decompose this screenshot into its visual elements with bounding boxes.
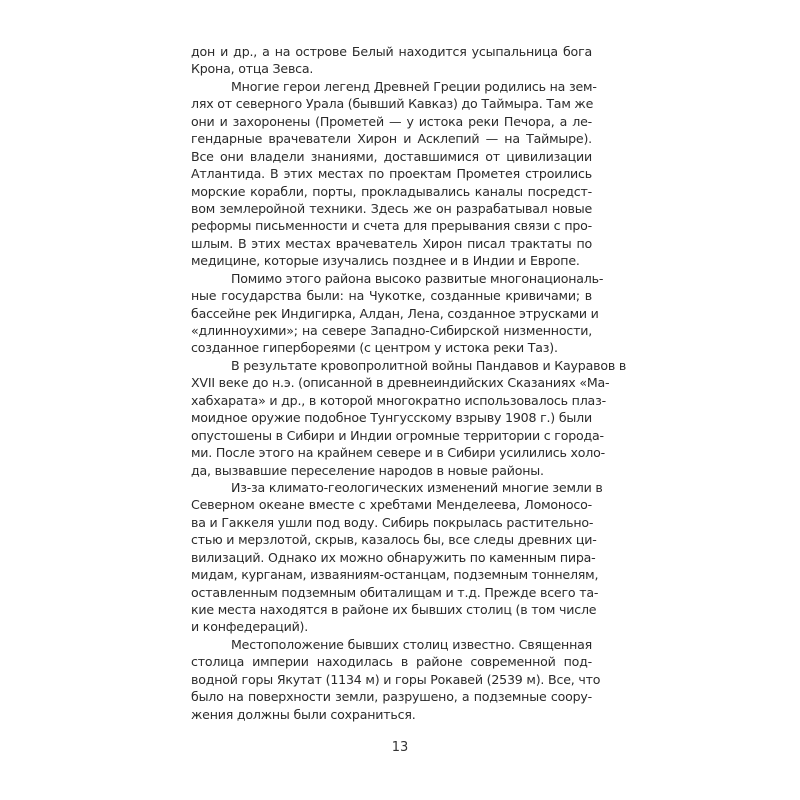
text-line: Атлантида. В этих местах по проектам Прометея строились <box>191 166 592 182</box>
text-line: созданное гипербореями (с центром у истока реки Таз). <box>191 340 558 356</box>
text-line: Из-за климато-геологических изменений многие земли в <box>231 479 603 495</box>
text-line: столица империи находилась в районе современной под- <box>191 654 592 670</box>
text-line: Все они владели знаниями, доставшимися от цивилизации <box>191 148 592 164</box>
text-line: бассейне рек Индигирка, Алдан, Лена, созданное этрусками и <box>191 305 599 321</box>
text-line: ные государства были: на Чукотке, созданные кривичами; в <box>191 288 592 304</box>
paragraph <box>191 270 604 357</box>
text-line: жения должны были сохраниться. <box>191 706 416 722</box>
text-line: вом землеройной техники. Здесь же он разрабатывал новые <box>191 200 592 216</box>
text-line: гендарные врачеватели Хирон и Асклепий — на Таймыре). <box>191 131 592 147</box>
book-page <box>150 0 650 800</box>
text-line: хабхарата» и др., в которой многократно использовалось плаз- <box>191 392 606 408</box>
text-line: мидам, курганам, изваяниям-останцам, подземным тоннелям, <box>191 567 599 583</box>
text-line: Помимо этого района высоко развитые многонациональ- <box>231 270 604 286</box>
text-line: и конфедераций). <box>191 619 309 635</box>
text-line: Местоположение бывших столиц известно. Священная <box>231 636 592 652</box>
text-line: оставленным подземным обиталищам и т.д. Прежде всего та- <box>191 584 599 600</box>
text-line: лях от северного Урала (бывший Кавказ) до Таймыра. Там же <box>191 96 594 112</box>
text-line: опустошены в Сибири и Индии огромные территории с города- <box>191 427 604 443</box>
text-line: Северном океане вместе с хребтами Менделеева, Ломоносо- <box>191 497 592 513</box>
text-line: кие места находятся в районе их бывших столиц (в том числе <box>191 602 597 617</box>
text-line: реформы письменности и счета для прерывания связи с про- <box>191 218 592 234</box>
text-line: дон и др., а на острове Белый находится усыпальница бога <box>191 44 592 59</box>
text-line: медицине, которые изучались позднее и в Индии и Европе. <box>191 253 580 269</box>
text-line: Многие герои легенд Древней Греции родились на зем- <box>231 78 597 94</box>
text-line: моидное оружие подобное Тунгусскому взрыву 1908 г.) были <box>191 410 592 426</box>
text-line: ва и Гаккеля ушли под воду. Сибирь покрылась растительно- <box>191 514 594 530</box>
text-line: Крона, отца Зевса. <box>191 61 314 77</box>
text-line: «длинноухими»; на севере Западно-Сибирской низменности, <box>191 323 592 338</box>
text-line: было на поверхности земли, разрушено, а подземные соору- <box>191 689 592 705</box>
page-number: 13 <box>391 740 409 755</box>
text-line: вилизаций. Однако их можно обнаружить по каменным пира- <box>191 549 596 565</box>
text-line: В результате кровопролитной войны Пандавов и Кауравов в <box>231 357 627 373</box>
body-text <box>191 43 627 723</box>
paragraph <box>191 636 601 723</box>
text-line: стью и мерзлотой, скрыв, казалось бы, все следы древних ци- <box>191 532 597 548</box>
text-line: они и захоронены (Прометей — у истока реки Печора, а ле- <box>191 113 592 129</box>
paragraph <box>191 43 592 78</box>
text-line: морские корабли, порты, прокладывались каналы посредст- <box>191 183 592 199</box>
paragraph <box>191 78 597 270</box>
text-line: XVII веке до н.э. (описанной в древнеиндийских Сказаниях «Ма- <box>191 375 610 391</box>
text-line: шлым. В этих местах врачеватель Хирон писал трактаты по <box>191 235 592 251</box>
text-line: ми. После этого на крайнем севере и в Сибири усилились холо- <box>191 445 605 461</box>
paragraph <box>191 479 603 636</box>
paragraph <box>191 357 627 479</box>
text-line: водной горы Якутат (1134 м) и горы Рокавей (2539 м). Все, что <box>191 671 601 687</box>
text-line: да, вызвавшие переселение народов в новые районы. <box>191 462 544 478</box>
